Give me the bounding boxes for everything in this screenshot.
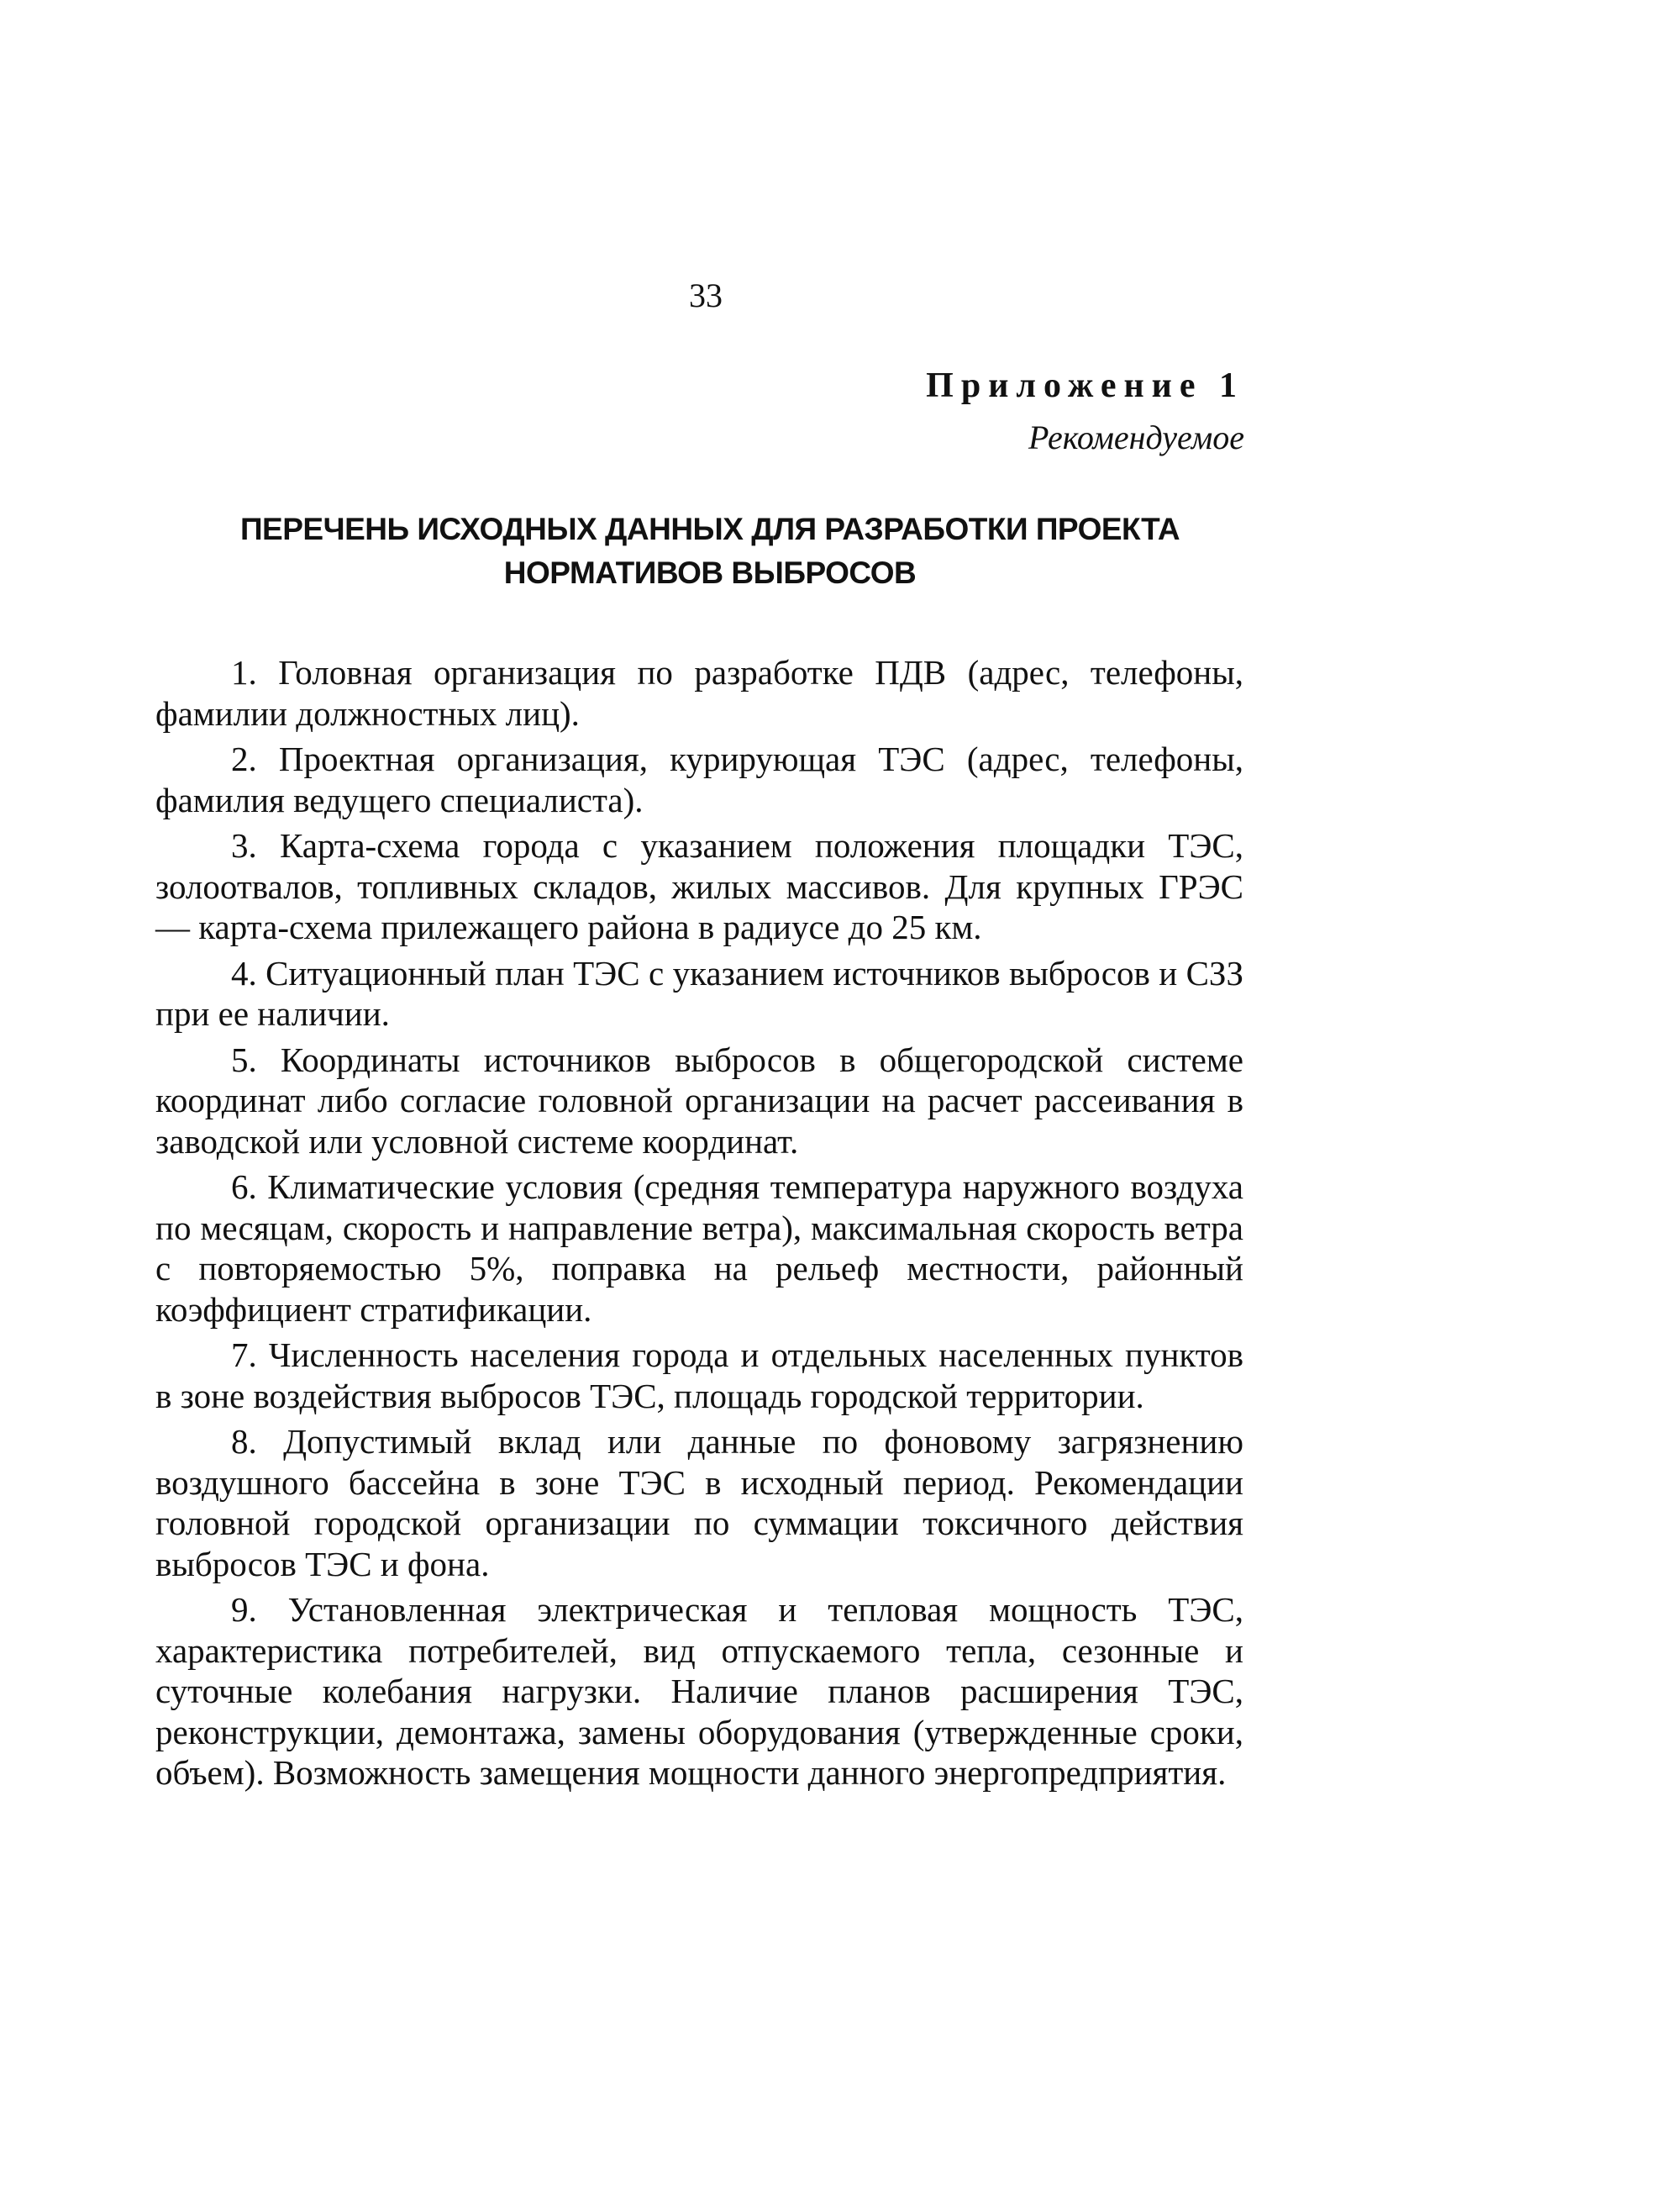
requirements-list bbox=[155, 652, 1243, 1799]
list-item: 2. Проектная организация, курирующая ТЭС (адрес, телефоны, фамилия ведущего специалиста). bbox=[155, 740, 1243, 819]
document-title-line-1: ПЕРЕЧЕНЬ ИСХОДНЫХ ДАННЫХ ДЛЯ РАЗРАБОТКИ ПРОЕКТА bbox=[239, 512, 1180, 546]
list-item: 7. Численность населения города и отдельных населенных пунктов в зоне воздействия выбросов ТЭС, площадь городской территории. bbox=[155, 1335, 1243, 1415]
appendix-label: Приложение 1 bbox=[926, 366, 1244, 405]
list-item: 8. Допустимый вклад или данные по фоновому загрязнению воздушного бассейна в зоне ТЭС в исходный период. Рекомендации головной городской организации по суммации токсичного действия выбросов ТЭС и фона. bbox=[155, 1422, 1243, 1583]
appendix-header bbox=[926, 360, 1244, 464]
list-item: 1. Головная организация по разработке ПДВ (адрес, телефоны, фамилии должностных лиц). bbox=[155, 653, 1243, 733]
appendix-status: Рекомендуемое bbox=[1028, 419, 1244, 456]
list-item: 9. Установленная электрическая и тепловая мощность ТЭС, характеристика потребителей, вид отпускаемого тепла, сезонные и суточные колебания нагрузки. Наличие планов расширения ТЭС, реконструкции, демонтажа, замены оборудования (утвержденные сроки, объем). Возможность замещения мощности данного энергопредприятия. bbox=[155, 1590, 1243, 1792]
page-number: 33 bbox=[689, 276, 723, 314]
list-item: 4. Ситуационный план ТЭС с указанием источников выбросов и СЗЗ при ее наличии. bbox=[155, 953, 1243, 1033]
document-title bbox=[168, 508, 1252, 595]
list-item: 3. Карта-схема города с указанием положения площадки ТЭС, золоотвалов, топливных складов, жилых массивов. Для крупных ГРЭС — карта-схема прилежащего района в радиусе до 25 км. bbox=[155, 826, 1243, 946]
document-title-line-2: НОРМАТИВОВ ВЫБРОСОВ bbox=[503, 556, 917, 590]
list-item: 5. Координаты источников выбросов в общегородской системе координат либо согласие головной организации на расчет рассеивания в заводской или условной системе координат. bbox=[155, 1040, 1243, 1161]
list-item: 6. Климатические условия (средняя температура наружного воздуха по месяцам, скорость и направление ветра), максимальная скорость ветра с повторяемостью 5%, поправка на рельеф местности, районный коэффициент стратификации. bbox=[155, 1167, 1243, 1329]
